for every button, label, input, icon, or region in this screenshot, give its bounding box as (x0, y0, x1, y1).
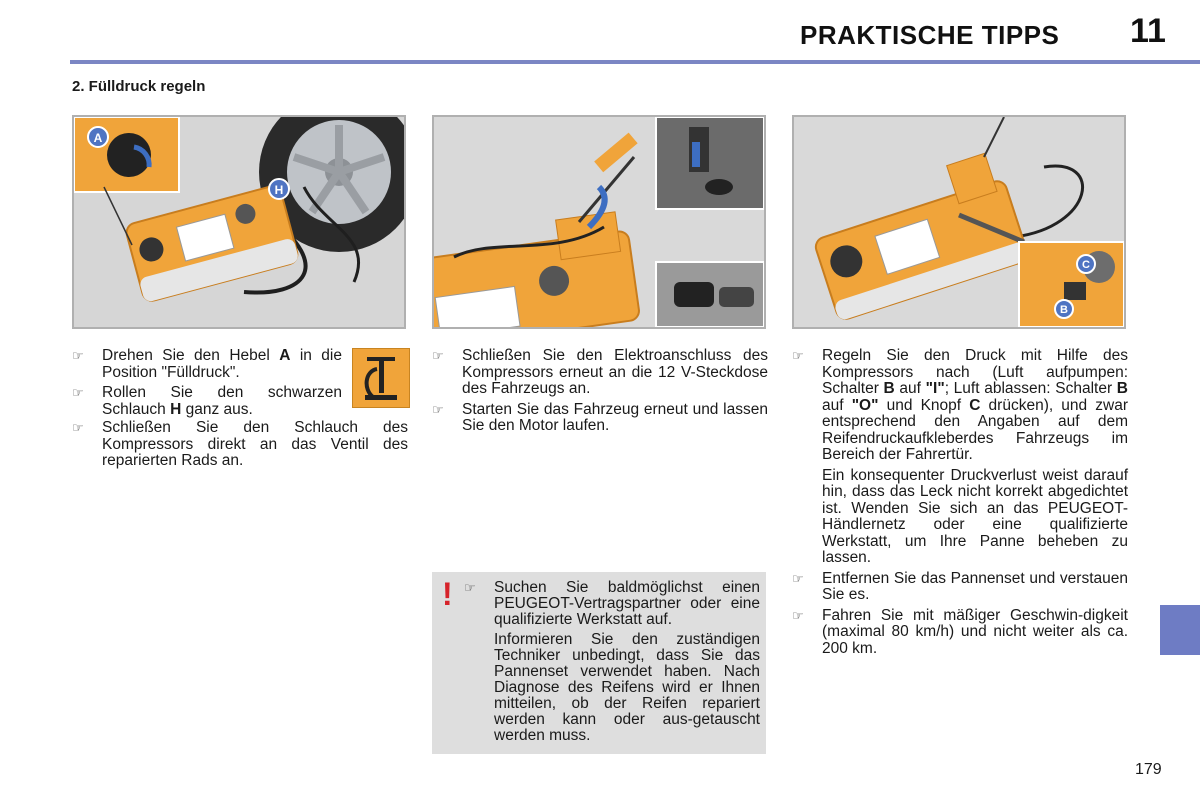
callout-h: H (274, 183, 284, 197)
callout-b: B (1060, 304, 1068, 316)
warning-icon: ! (442, 576, 453, 612)
figure-compressor-tire (72, 115, 406, 329)
finger-pointing-icon: ☞ (432, 401, 444, 417)
chapter-title: PRAKTISCHE TIPPS (800, 20, 1060, 50)
list-item: ☞ Schließen Sie den Schlauch des Kompressors direkt an das Ventil des reparierten Rads an. (72, 419, 408, 469)
finger-pointing-icon: ☞ (792, 607, 804, 623)
tire-pump-icon (352, 348, 410, 408)
finger-pointing-icon: ☞ (72, 420, 84, 435)
list-item: ☞ Suchen Sie baldmöglichst einen PEUGEOT-Vertragspartner oder eine qualifizierte Werkstatt auf. (464, 579, 760, 628)
list-item: ☞ Entfernen Sie das Pannenset und verstauen Sie es. (792, 569, 1128, 603)
figure-pressure-adjust (792, 115, 1126, 329)
finger-pointing-icon: ☞ (792, 348, 804, 363)
figure-power-connection (432, 115, 766, 329)
finger-pointing-icon: ☞ (792, 570, 804, 586)
chapter-number: 11 (1130, 12, 1166, 50)
list-item: ☞ Drehen Sie den Hebel A in die Position "Fülldruck". (72, 347, 342, 381)
callout-c: C (1082, 259, 1090, 271)
column-3 (792, 348, 1128, 661)
column-2 (432, 348, 768, 439)
callout-a: A (93, 131, 103, 145)
column-1b (72, 420, 408, 474)
finger-pointing-icon: ☞ (464, 580, 476, 595)
finger-pointing-icon: ☞ (72, 348, 84, 363)
header-rule (70, 60, 1200, 64)
section-heading: 2. Fülldruck regeln (72, 78, 206, 95)
list-item: ☞ Fahren Sie mit mäßiger Geschwin-digkeit (maximal 80 km/h) und nicht weiter als ca. 200 km. (792, 606, 1128, 657)
list-item: ☞ Starten Sie das Fahrzeug erneut und lassen Sie den Motor laufen. (432, 400, 768, 434)
warning-paragraph: Informieren Sie den zuständigen Techniker unbedingt, dass Sie das Pannenset verwendet haben. Nach Diagnose des Reifens wird er Ihnen mitteilen, ob der Reifen repariert werden kann oder aus-getauscht werden muss. (494, 631, 760, 744)
chapter-side-tab (1160, 605, 1200, 655)
column-1 (72, 348, 342, 422)
list-item: ☞ Rollen Sie den schwarzen Schlauch H ganz aus. (72, 384, 342, 418)
page-number: 179 (1135, 761, 1162, 778)
pressure-loss-paragraph: Ein konsequenter Druckverlust weist darauf hin, dass das Leck nicht korrekt abgedichtet ist. Wenden Sie sich an das PEUGEOT-Händlernetz oder eine qualifizierte Werkstatt, um Ihre Panne beheben zu lassen. (822, 466, 1128, 566)
finger-pointing-icon: ☞ (432, 348, 444, 363)
list-item: ☞ Schließen Sie den Elektroanschluss des Kompressors erneut an die 12 V-Steckdose des Fahrzeugs an. (432, 347, 768, 397)
finger-pointing-icon: ☞ (72, 385, 84, 400)
warning-box (432, 572, 766, 754)
list-item: ☞ Regeln Sie den Druck mit Hilfe des Kompressors nach (Luft aufpumpen: Schalter B auf "I"; Luft ablassen: Schalter B auf "O" und Knopf C drücken), und zwar entsprechend den Angaben auf dem Reifendruckaufkleberdes Fahrzeugs im Bereich der Fahrertür. (792, 347, 1129, 463)
